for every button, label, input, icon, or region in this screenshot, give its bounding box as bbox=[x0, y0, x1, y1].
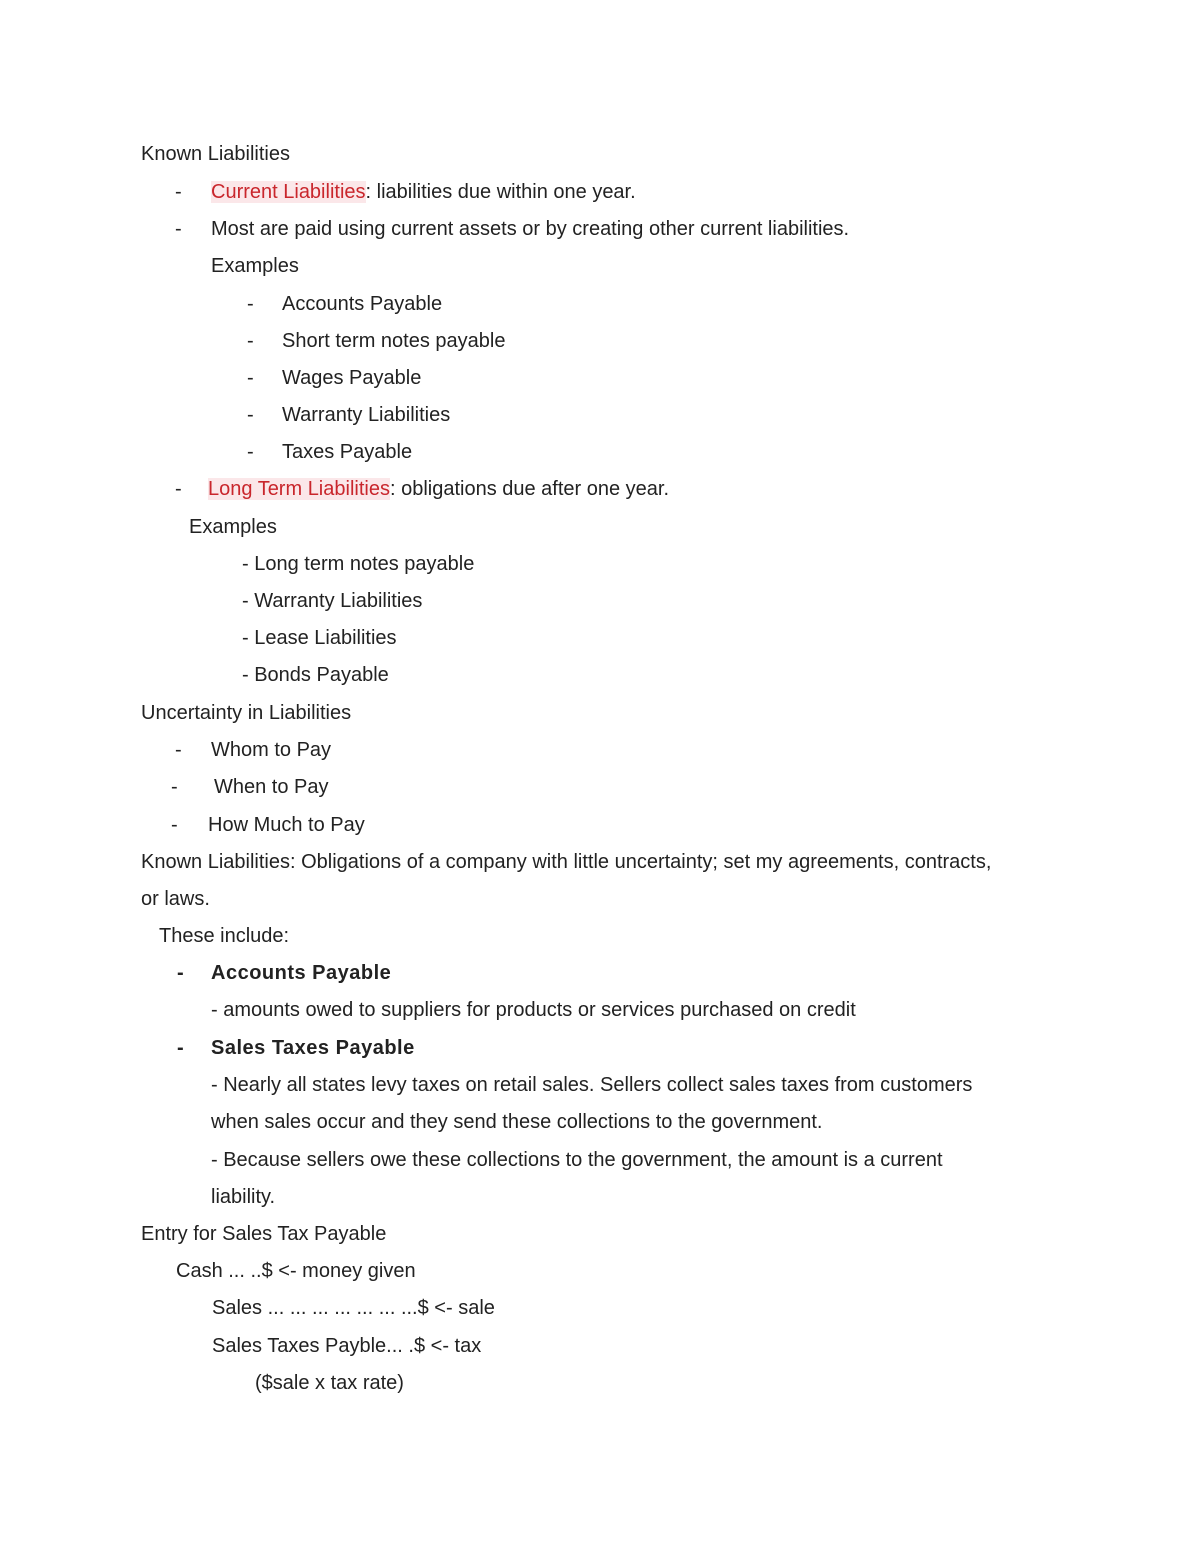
examples-label: Examples bbox=[211, 255, 299, 277]
bullet-dash: - bbox=[177, 962, 185, 984]
bullet-text: : liabilities due within one year. bbox=[365, 181, 636, 203]
entry-line-cash: Cash ... ..$ <- money given bbox=[176, 1260, 416, 1282]
sub-bullet-dash: - bbox=[247, 441, 254, 463]
bullet-dash: - bbox=[175, 739, 182, 761]
bullet-text: : obligations due after one year. bbox=[389, 478, 670, 500]
sales-taxes-desc: when sales occur and they send these collections to the government. bbox=[211, 1111, 823, 1133]
bullet-dash: - bbox=[175, 218, 182, 240]
sales-taxes-desc: - Nearly all states levy taxes on retail sales. Sellers collect sales taxes from customers bbox=[211, 1074, 973, 1096]
section-heading-uncertainty: Uncertainty in Liabilities bbox=[141, 702, 352, 724]
these-include-label: These include: bbox=[159, 925, 290, 947]
example-item: - Bonds Payable bbox=[242, 664, 389, 686]
entry-line-sales: Sales ... ... ... ... ... ... ...$ <- sale bbox=[212, 1297, 495, 1319]
section-heading-entry: Entry for Sales Tax Payable bbox=[141, 1223, 387, 1245]
sub-bullet-dash: - bbox=[247, 293, 254, 315]
sales-taxes-desc: liability. bbox=[211, 1186, 276, 1208]
uncertainty-item: How Much to Pay bbox=[208, 814, 365, 836]
bullet-dash: - bbox=[177, 1037, 185, 1059]
highlighted-term: Long Term Liabilities bbox=[208, 478, 390, 500]
example-item: - Long term notes payable bbox=[242, 553, 475, 575]
sales-taxes-desc: - Because sellers owe these collections to the government, the amount is a current bbox=[211, 1149, 943, 1171]
sub-bullet-dash: - bbox=[247, 330, 254, 352]
example-item: Accounts Payable bbox=[282, 293, 443, 315]
example-item: - Warranty Liabilities bbox=[242, 590, 423, 612]
highlighted-term: Current Liabilities bbox=[211, 181, 366, 203]
example-item: - Lease Liabilities bbox=[242, 627, 397, 649]
sub-bullet-dash: - bbox=[247, 367, 254, 389]
uncertainty-item: Whom to Pay bbox=[211, 739, 332, 761]
bullet-dash: - bbox=[175, 181, 182, 203]
bullet-long-term-liabilities bbox=[208, 477, 669, 501]
bullet-dash: - bbox=[171, 814, 178, 836]
example-item: Short term notes payable bbox=[282, 330, 506, 352]
example-item: Warranty Liabilities bbox=[282, 404, 451, 426]
example-item: Taxes Payable bbox=[282, 441, 413, 463]
accounts-payable-title: Accounts Payable bbox=[211, 962, 392, 984]
bullet-text: Most are paid using current assets or by creating other current liabilities. bbox=[211, 218, 850, 240]
definition-text: Known Liabilities: Obligations of a company with little uncertainty; set my agreements, contracts, bbox=[141, 851, 992, 873]
example-item: Wages Payable bbox=[282, 367, 422, 389]
bullet-dash: - bbox=[175, 478, 182, 500]
sales-taxes-payable-title: Sales Taxes Payable bbox=[211, 1037, 415, 1059]
sub-bullet-dash: - bbox=[247, 404, 254, 426]
entry-formula: ($sale x tax rate) bbox=[255, 1372, 404, 1394]
entry-line-taxes: Sales Taxes Payble... .$ <- tax bbox=[212, 1335, 482, 1357]
bullet-dash: - bbox=[171, 776, 178, 798]
uncertainty-item: When to Pay bbox=[214, 776, 329, 798]
accounts-payable-desc: - amounts owed to suppliers for products or services purchased on credit bbox=[211, 999, 856, 1021]
section-heading-known-liabilities: Known Liabilities bbox=[141, 143, 290, 165]
examples-label: Examples bbox=[189, 516, 277, 538]
bullet-current-liabilities bbox=[211, 180, 636, 204]
definition-text: or laws. bbox=[141, 888, 210, 910]
